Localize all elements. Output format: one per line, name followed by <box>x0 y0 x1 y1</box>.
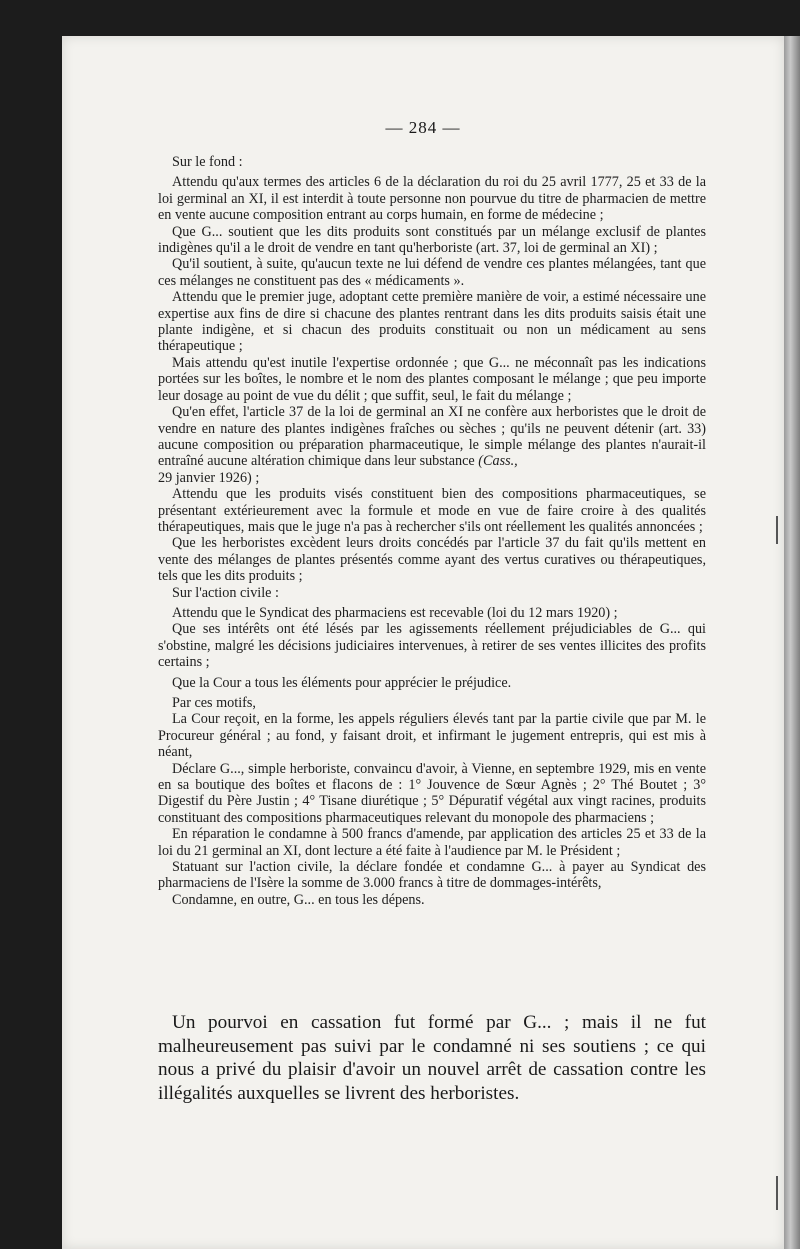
paragraph: Que ses intérêts ont été lésés par les agissements réellement préjudiciables de G... qui s'obstine, malgré les décisions judiciaires intervenues, à retirer de ses ventes illicites des profits certains ; <box>158 621 706 671</box>
paragraph: La Cour reçoit, en la forme, les appels réguliers élevés tant par la partie civile que par M. le Procureur général ; au fond, y faisant droit, et infirmant le jugement entrepris, qui est mis à néant, <box>158 711 706 761</box>
paragraph <box>158 404 706 470</box>
paragraph: Que G... soutient que les dits produits sont constitués par un mélange exclusif de plantes indigènes qu'il a le droit de vendre en tant qu'herboriste (art. 37, loi de germinal an XI) ; <box>158 223 706 257</box>
editorial-note <box>158 1011 706 1105</box>
citation: (Cass., <box>478 453 518 470</box>
paragraph: Attendu que les produits visés constituent bien des compositions pharmaceutiques, se présentant extérieurement avec la formule et mode en vue de faire croire à des qualités thérapeutiques, mais que le juge n'a pas à rechercher s'ils ont réellement les qualités annoncées ; <box>158 486 706 535</box>
paragraph: Attendu qu'aux termes des articles 6 de la déclaration du roi du 25 avril 1777, 25 et 33 de la loi germinal an XI, il est interdit à toute personne non pourvue du titre de pharmacien de mettre en vente aucune composition entrant au corps humain, en forme de médecine ; <box>158 174 706 224</box>
section-heading: Sur l'action civile : <box>172 584 279 601</box>
paragraph: Attendu que le Syndicat des pharmaciens est recevable (loi du 12 mars 1920) ; <box>172 604 618 621</box>
paragraph: Déclare G..., simple herboriste, convaincu d'avoir, à Vienne, en septembre 1929, mis en vente en sa boutique des boîtes et flacons de : 1° Jouvence de Sœur Agnès ; 2° Thé Boutet ; 3° Digestif du Père Justin ; 4° Tisane diurétique ; 5° Dépuratif végétal aux vingt racines, produits constituant des compositions pharmaceutiques relevant du monopole des pharmaciens ; <box>158 760 706 826</box>
paragraph-text: Qu'en effet, l'article 37 de la loi de germinal an XI ne confère aux herboristes que le droit de vendre en nature des plantes indigènes fraîches ou sèches ; qu'ils ne peuvent détenir (art. 33) aucune composition ou préparation pharmaceutique, le simple mélange des plantes n'aurait-il entraîné aucune altération chimique dans leur substance <box>158 404 706 470</box>
paragraph: Par ces motifs, <box>172 695 256 711</box>
paragraph: En réparation le condamne à 500 francs d'amende, par application des articles 25 et 33 de la loi du 21 germinal an XI, dont lecture a été faite à l'audience par M. le Président ; <box>158 826 706 859</box>
judgment-text <box>158 154 706 908</box>
paragraph: Que la Cour a tous les éléments pour apprécier le préjudice. <box>172 674 512 691</box>
margin-mark <box>776 516 778 544</box>
note-paragraph: Un pourvoi en cassation fut formé par G... ; mais il ne fut malheureusement pas suivi par le condamné ni ses soutiens ; ce qui nous a privé du plaisir d'avoir un nouvel arrêt de cassation contre les illégalités auxquelles se livrent des herboristes. <box>158 1012 706 1104</box>
paragraph: Que les herboristes excèdent leurs droits concédés par l'article 37 du fait qu'ils mettent en vente des mélanges de plantes présentés comme ayant des vertus curatives ou thérapeutiques, tels que les dits produits ; <box>158 535 706 585</box>
page-number: — 284 — <box>385 118 461 137</box>
paragraph: Sur le fond : <box>172 154 243 170</box>
document-page <box>62 36 784 1249</box>
paragraph: Statuant sur l'action civile, la déclare fondée et condamne G... à payer au Syndicat des pharmaciens de l'Isère la somme de 3.000 francs à titre de dommages-intérêts, <box>158 859 706 892</box>
paragraph: Attendu que le premier juge, adoptant cette première manière de voir, a estimé nécessaire une expertise aux fins de dire si chacune des plantes rentrant dans les dits produits saisis était une plante indigène, et si chacun des produits constituait ou non un médicament au sens thérapeutique ; <box>158 289 706 355</box>
paragraph: Qu'il soutient, à suite, qu'aucun texte ne lui défend de vendre ces plantes mélangées, tant que ces mélanges ne constituent pas des « médicaments ». <box>158 256 706 289</box>
paragraph: 29 janvier 1926) ; <box>158 469 260 486</box>
margin-mark <box>776 1176 778 1210</box>
paragraph: Mais attendu qu'est inutile l'expertise ordonnée ; que G... ne méconnaît pas les indications portées sur les boîtes, le nombre et le nom des plantes composant le mélange ; que peu importe leur dosage au point de vue du délit ; que suffit, seul, le fait du mélange ; <box>158 354 706 404</box>
adjacent-page-edge <box>784 36 800 1249</box>
paragraph: Condamne, en outre, G... en tous les dépens. <box>172 891 425 908</box>
